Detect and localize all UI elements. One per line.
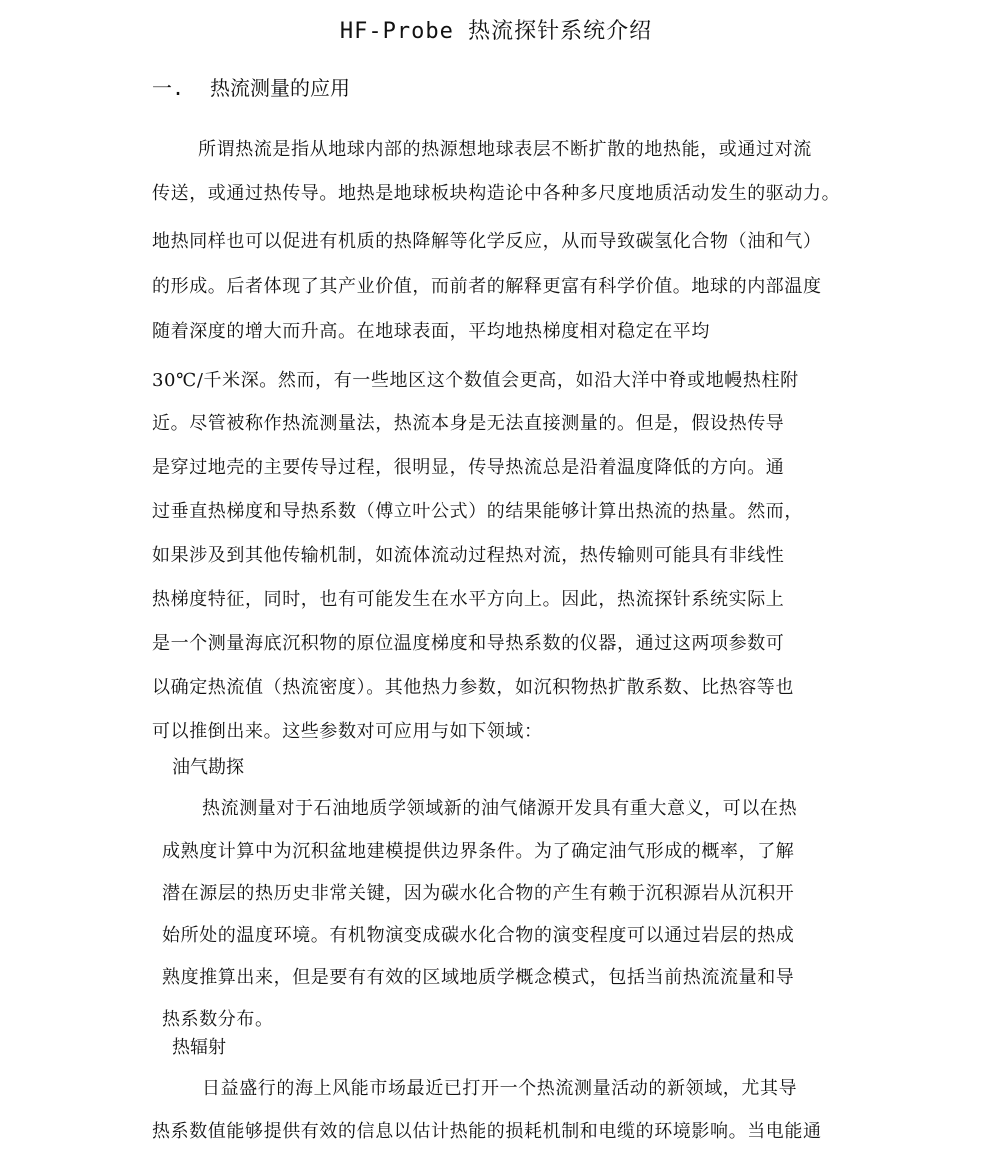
paragraph-line: 是穿过地壳的主要传导过程，很明显，传导热流总是沿着温度降低的方向。通: [152, 457, 785, 478]
paragraph-line: 如果涉及到其他传输机制，如流体流动过程热对流，热传输则可能具有非线性: [152, 545, 785, 566]
paragraph-line: 随着深度的增大而升高。在地球表面，平均地热梯度相对稳定在平均: [152, 321, 710, 342]
paragraph-line: 的形成。后者体现了其产业价值，而前者的解释更富有科学价值。地球的内部温度: [152, 276, 822, 297]
section-heading: [152, 72, 350, 104]
paragraph-line: 地热同样也可以促进有机质的热降解等化学反应，从而导致碳氢化合物（油和气）: [152, 231, 822, 252]
paragraph-line: 热系数分布。: [162, 1009, 274, 1030]
paragraph-line: 热系数值能够提供有效的信息以估计热能的损耗机制和电缆的环境影响。当电能通: [152, 1121, 822, 1142]
paragraph-line: 过垂直热梯度和导热系数（傅立叶公式）的结果能够计算出热流的热量。然而，: [152, 501, 803, 522]
paragraph-line: 潜在源层的热历史非常关键，因为碳水化合物的产生有赖于沉积源岩从沉积开: [162, 883, 795, 904]
paragraph-line: 成熟度计算中为沉积盆地建模提供边界条件。为了确定油气形成的概率，了解: [162, 841, 795, 862]
paragraph-line: 近。尽管被称作热流测量法，热流本身是无法直接测量的。但是，假设热传导: [152, 413, 785, 434]
paragraph-line: 热流测量对于石油地质学领域新的油气储源开发具有重大意义，可以在热: [202, 798, 798, 819]
paragraph-line: 始所处的温度环境。有机物演变成碳水化合物的演变程度可以通过岩层的热成: [162, 925, 795, 946]
paragraph-line: 是一个测量海底沉积物的原位温度梯度和导热系数的仪器，通过这两项参数可: [152, 633, 785, 654]
section-heading-text: 热流测量的应用: [210, 76, 350, 100]
subsection-heading-radiation: 热辐射: [172, 1037, 226, 1058]
paragraph-line: 30℃/千米深。然而，有一些地区这个数值会更高，如沿大洋中脊或地幔热柱附: [152, 370, 799, 391]
document-title: HF-Probe 热流探针系统介绍: [339, 19, 653, 44]
paragraph-line: 热梯度特征，同时，也有可能发生在水平方向上。因此，热流探针系统实际上: [152, 589, 785, 610]
paragraph-line: 所谓热流是指从地球内部的热源想地球表层不断扩散的地热能，或通过对流: [198, 139, 812, 160]
subsection-heading-oil: 油气勘探: [172, 757, 244, 778]
paragraph-line: 可以推倒出来。这些参数对可应用与如下领域：: [152, 721, 543, 742]
paragraph-line: 以确定热流值（热流密度）。其他热力参数，如沉积物热扩散系数、比热容等也: [152, 677, 794, 698]
paragraph-line: 日益盛行的海上风能市场最近已打开一个热流测量活动的新领域，尤其导: [202, 1078, 798, 1099]
paragraph-line: 传送，或通过热传导。地热是地球板块构造论中各种多尺度地质活动发生的驱动力。: [152, 183, 841, 204]
paragraph-line: 熟度推算出来，但是要有有效的区域地质学概念模式，包括当前热流流量和导: [162, 967, 795, 988]
section-number: 一.: [152, 76, 185, 100]
